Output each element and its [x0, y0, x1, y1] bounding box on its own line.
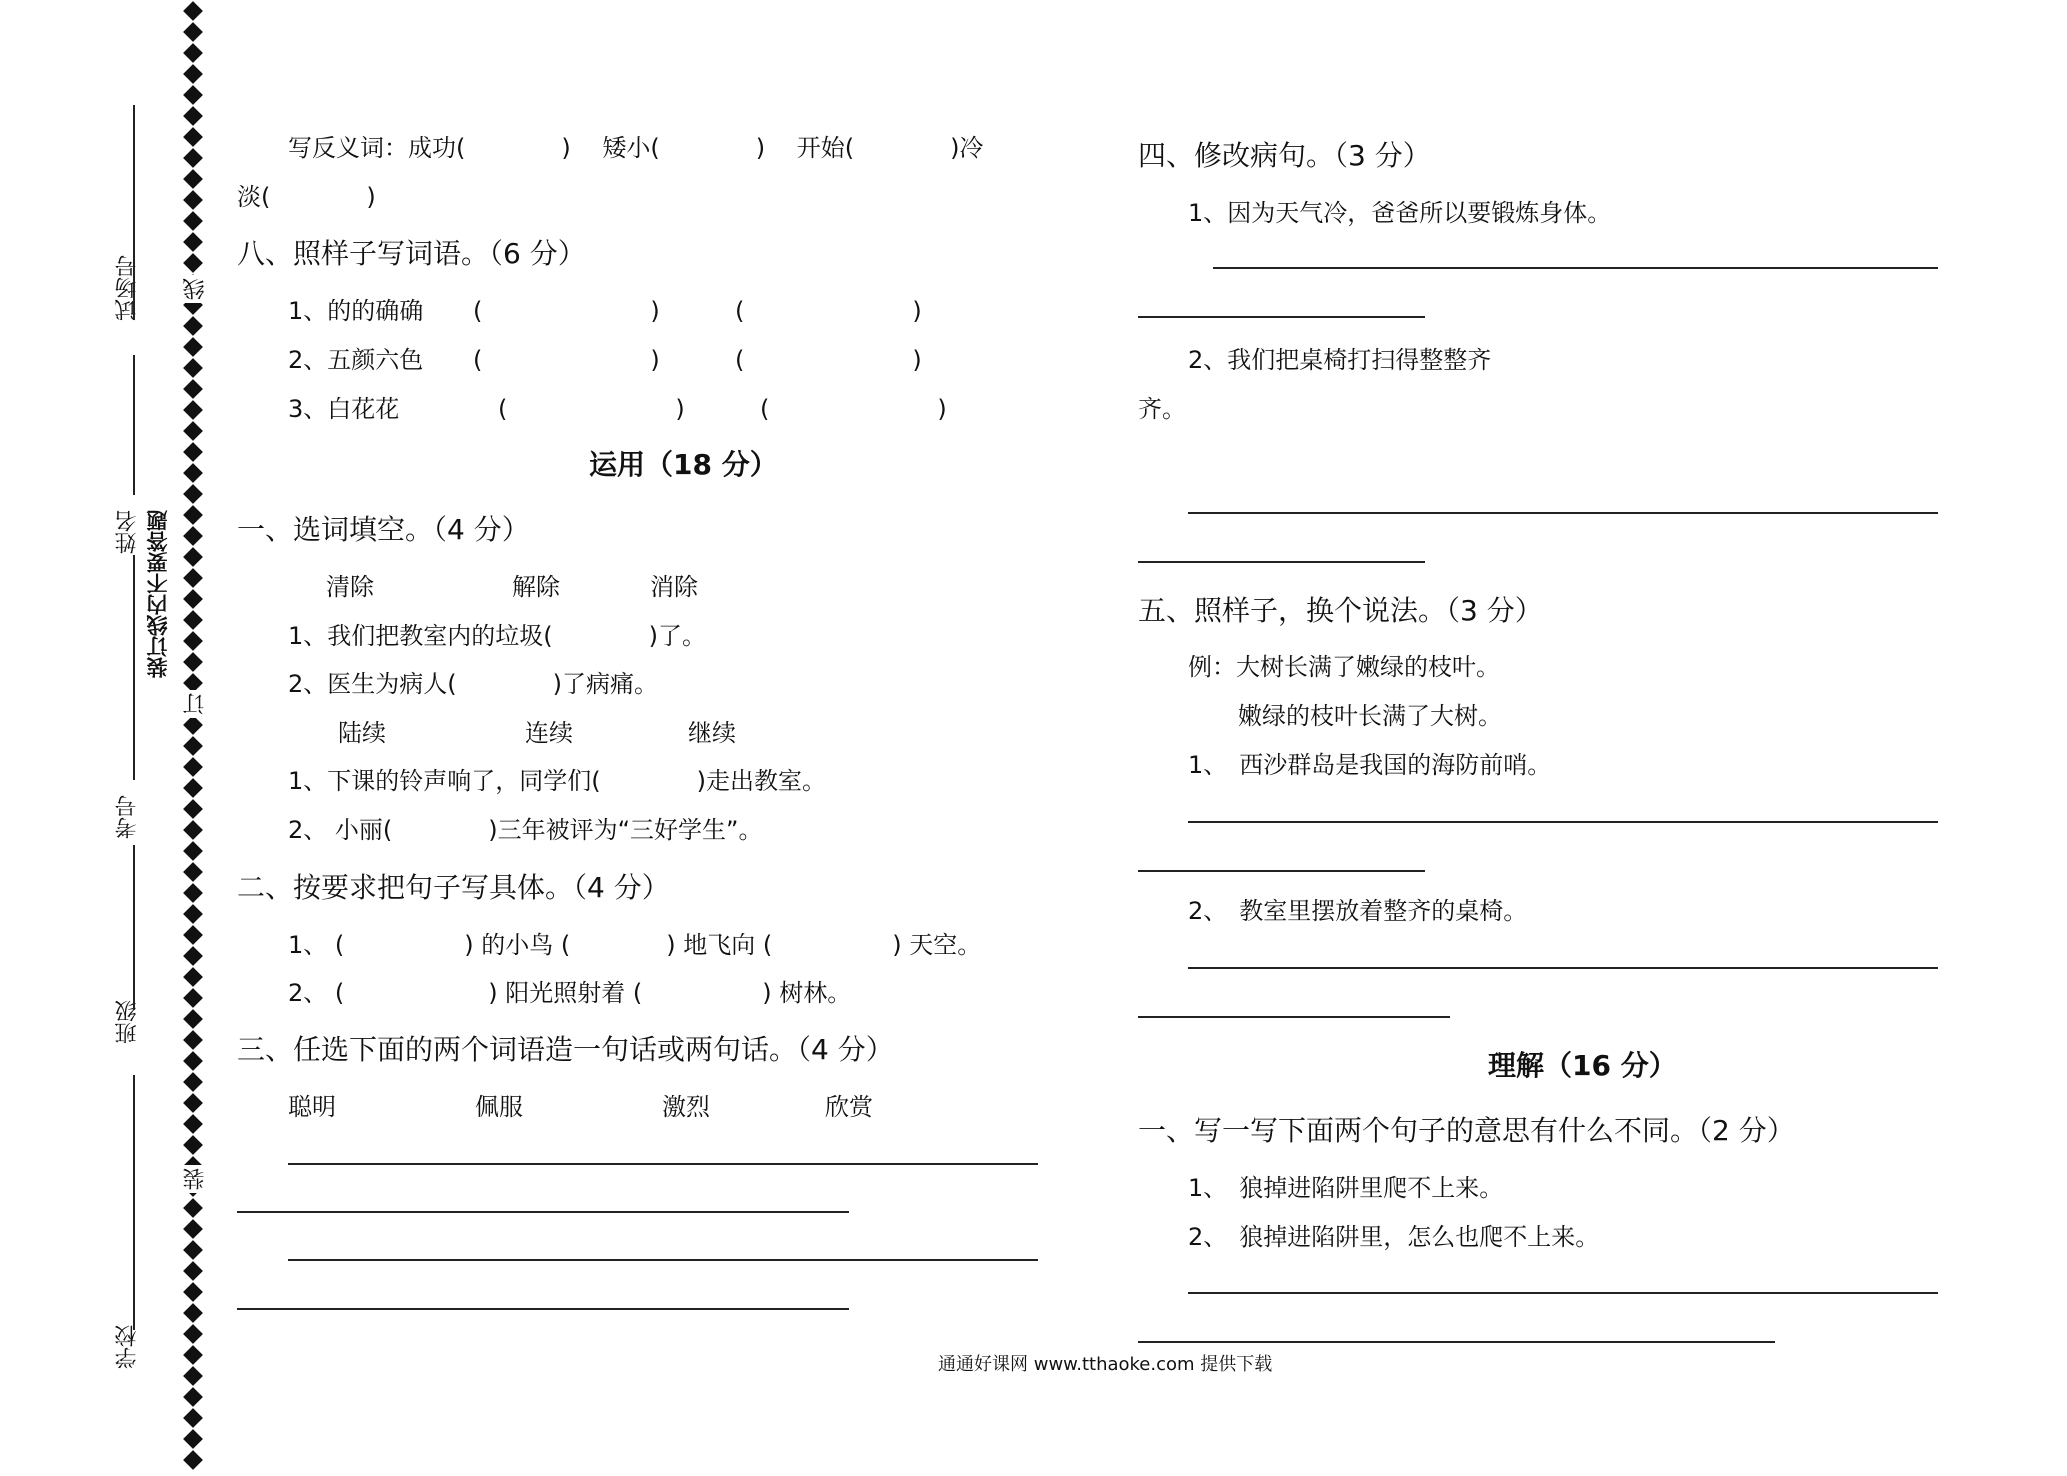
q5-title: 五、照样子，换个说法。（3 分）	[1138, 594, 1543, 627]
section-8-title: 八、照样子写词语。（6 分）	[237, 237, 586, 270]
q4-sentence-2a: 2、我们把桌椅打扫得整整齐	[1188, 346, 1492, 374]
binding-diamond	[183, 1450, 203, 1470]
q4-answer-line-2b	[1138, 561, 1425, 563]
q1-word-5: 连续	[525, 719, 573, 747]
q3-title: 三、任选下面的两个词语造一句话或两句话。（4 分）	[237, 1033, 894, 1066]
binding-diamond	[183, 652, 203, 672]
mark-ding: 订	[180, 690, 211, 718]
binding-diamond	[183, 547, 203, 567]
binding-diamond	[183, 190, 203, 210]
sec8-item-1-blank-1: ( )	[473, 297, 660, 325]
binding-diamond	[183, 1135, 203, 1155]
binding-diamond	[183, 883, 203, 903]
binding-diamond	[183, 379, 203, 399]
mark-zhuang: 装	[180, 1165, 211, 1193]
q4-title: 四、修改病句。（3 分）	[1138, 139, 1431, 172]
binding-diamond	[183, 778, 203, 798]
q6-sentence-2: 2、 狼掉进陷阱里，怎么也爬不上来。	[1188, 1223, 1600, 1251]
q5-answer-line-1b	[1138, 870, 1425, 872]
q5-example-2: 嫩绿的枝叶长满了大树。	[1238, 702, 1502, 730]
q1-sentence-1: 1、我们把教室内的垃圾( )了。	[288, 622, 706, 650]
binding-diamond	[183, 1366, 203, 1386]
q1-word-6: 继续	[688, 719, 736, 747]
binding-diamond	[183, 757, 203, 777]
binding-diamond	[183, 421, 203, 441]
blank-line-exam-room	[133, 105, 135, 320]
q3-word-4: 欣赏	[825, 1093, 873, 1121]
sec8-item-1-blank-2: ( )	[735, 297, 922, 325]
binding-diamond	[183, 43, 203, 63]
binding-diamond	[183, 211, 203, 231]
binding-diamond	[183, 946, 203, 966]
q6-answer-line-1b	[1138, 1341, 1775, 1343]
binding-diamond	[183, 1282, 203, 1302]
binding-diamond	[183, 253, 203, 273]
q4-answer-line-1b	[1138, 316, 1425, 318]
blank-line-name	[133, 355, 135, 495]
binding-diamond	[183, 904, 203, 924]
binding-diamond	[183, 1198, 203, 1218]
binding-diamond	[183, 736, 203, 756]
binding-diamond	[183, 925, 203, 945]
binding-diamond	[183, 1009, 203, 1029]
binding-diamond	[183, 1345, 203, 1365]
binding-diamond	[183, 85, 203, 105]
part-title-usage: 运用（18 分）	[589, 448, 778, 481]
binding-diamond	[183, 631, 203, 651]
label-name: 姓名	[115, 510, 140, 554]
binding-diamond	[183, 463, 203, 483]
q1-word-1: 清除	[326, 573, 374, 601]
q6-title: 一、写一写下面两个句子的意思有什么不同。（2 分）	[1138, 1114, 1795, 1147]
binding-diamond	[183, 1387, 203, 1407]
q1-title: 一、选词填空。（4 分）	[237, 513, 530, 546]
binding-diamond	[183, 106, 203, 126]
part-title-understanding: 理解（16 分）	[1488, 1049, 1677, 1082]
binding-diamond	[183, 589, 203, 609]
binding-diamond	[183, 799, 203, 819]
q4-sentence-1: 1、因为天气冷，爸爸所以要锻炼身体。	[1188, 199, 1612, 227]
binding-diamond	[183, 358, 203, 378]
q5-sentence-2: 2、 教室里摆放着整齐的桌椅。	[1188, 897, 1528, 925]
binding-diamond	[183, 820, 203, 840]
binding-diamond	[183, 841, 203, 861]
sec8-item-3-blank-2: ( )	[760, 395, 947, 423]
binding-diamond	[183, 1303, 203, 1323]
binding-diamond	[183, 1219, 203, 1239]
q3-word-3: 激烈	[662, 1093, 710, 1121]
q1-word-4: 陆续	[338, 719, 386, 747]
mark-xian: 线	[180, 275, 211, 303]
binding-diamond	[183, 715, 203, 735]
q1-sentence-4: 2、 小丽( )三年被评为“三好学生”。	[288, 816, 763, 844]
binding-diamond	[183, 1408, 203, 1428]
binding-diamond	[183, 1324, 203, 1344]
label-school: 学校	[115, 1325, 140, 1369]
binding-diamond	[183, 1072, 203, 1092]
binding-notice: 装订线内不要答题	[146, 510, 170, 678]
q4-sentence-2b: 齐。	[1138, 395, 1186, 423]
antonym-line-2: 淡( )	[237, 183, 376, 211]
binding-diamond	[183, 988, 203, 1008]
binding-diamond	[183, 568, 203, 588]
blank-line-class	[133, 845, 135, 1010]
sec8-item-2-blank-2: ( )	[735, 346, 922, 374]
q3-answer-line-2b	[237, 1308, 849, 1310]
binding-diamond	[183, 400, 203, 420]
binding-diamond	[183, 337, 203, 357]
label-exam-number: 考号	[115, 795, 140, 839]
q3-word-1: 聪明	[288, 1093, 336, 1121]
q6-sentence-1: 1、 狼掉进陷阱里爬不上来。	[1188, 1174, 1504, 1202]
binding-diamond	[183, 316, 203, 336]
binding-diamond	[183, 505, 203, 525]
q1-sentence-3: 1、下课的铃声响了，同学们( )走出教室。	[288, 767, 826, 795]
q5-answer-line-1a	[1188, 821, 1938, 823]
binding-diamond	[183, 1261, 203, 1281]
binding-diamond	[183, 127, 203, 147]
q6-answer-line-1a	[1188, 1292, 1938, 1294]
q2-sentence-2: 2、 ( ) 阳光照射着 ( ) 树林。	[288, 979, 852, 1007]
q4-answer-line-1a	[1213, 267, 1938, 269]
q2-title: 二、按要求把句子写具体。（4 分）	[237, 871, 670, 904]
q5-sentence-1: 1、 西沙群岛是我国的海防前哨。	[1188, 751, 1552, 779]
q5-example-1: 例：大树长满了嫩绿的枝叶。	[1188, 653, 1500, 681]
binding-diamond	[183, 1429, 203, 1449]
binding-diamond	[183, 169, 203, 189]
q3-answer-line-2a	[288, 1259, 1038, 1261]
q1-sentence-2: 2、医生为病人( )了病痛。	[288, 670, 658, 698]
sec8-item-1-label: 1、的的确确	[288, 297, 424, 325]
q5-answer-line-2a	[1188, 967, 1938, 969]
q3-answer-line-1a	[288, 1163, 1038, 1165]
binding-diamond	[183, 526, 203, 546]
binding-diamond	[183, 862, 203, 882]
antonym-line-1: 写反义词：成功( ) 矮小( ) 开始( )冷	[288, 134, 984, 162]
binding-diamond	[183, 64, 203, 84]
q1-word-2: 解除	[512, 573, 560, 601]
binding-diamond	[183, 1030, 203, 1050]
label-exam-room: 试场号	[115, 255, 140, 321]
blank-line-school	[133, 1075, 135, 1330]
sec8-item-2-label: 2、五颜六色	[288, 346, 424, 374]
binding-diamond	[183, 1093, 203, 1113]
sec8-item-3-blank-1: ( )	[498, 395, 685, 423]
blank-line-exam-number	[133, 555, 135, 780]
label-class: 班级	[115, 1000, 140, 1044]
binding-diamond	[183, 1, 203, 21]
binding-diamond	[183, 484, 203, 504]
q2-sentence-1: 1、 ( ) 的小鸟 ( ) 地飞向 ( ) 天空。	[288, 931, 982, 959]
footer-credit: 通通好课网 www.tthaoke.com 提供下载	[938, 1354, 1273, 1375]
binding-diamond	[183, 1114, 203, 1134]
binding-diamond	[183, 442, 203, 462]
binding-diamond	[183, 22, 203, 42]
q5-answer-line-2b	[1138, 1016, 1450, 1018]
binding-diamond	[183, 1240, 203, 1260]
q4-answer-line-2a	[1188, 512, 1938, 514]
sec8-item-3-label: 3、白花花	[288, 395, 400, 423]
binding-diamond	[183, 148, 203, 168]
binding-diamond	[183, 610, 203, 630]
q3-word-2: 佩服	[475, 1093, 523, 1121]
q1-word-3: 消除	[650, 573, 698, 601]
q3-answer-line-1b	[237, 1211, 849, 1213]
binding-diamond	[183, 967, 203, 987]
sec8-item-2-blank-1: ( )	[473, 346, 660, 374]
binding-diamond	[183, 232, 203, 252]
binding-diamond	[183, 1051, 203, 1071]
